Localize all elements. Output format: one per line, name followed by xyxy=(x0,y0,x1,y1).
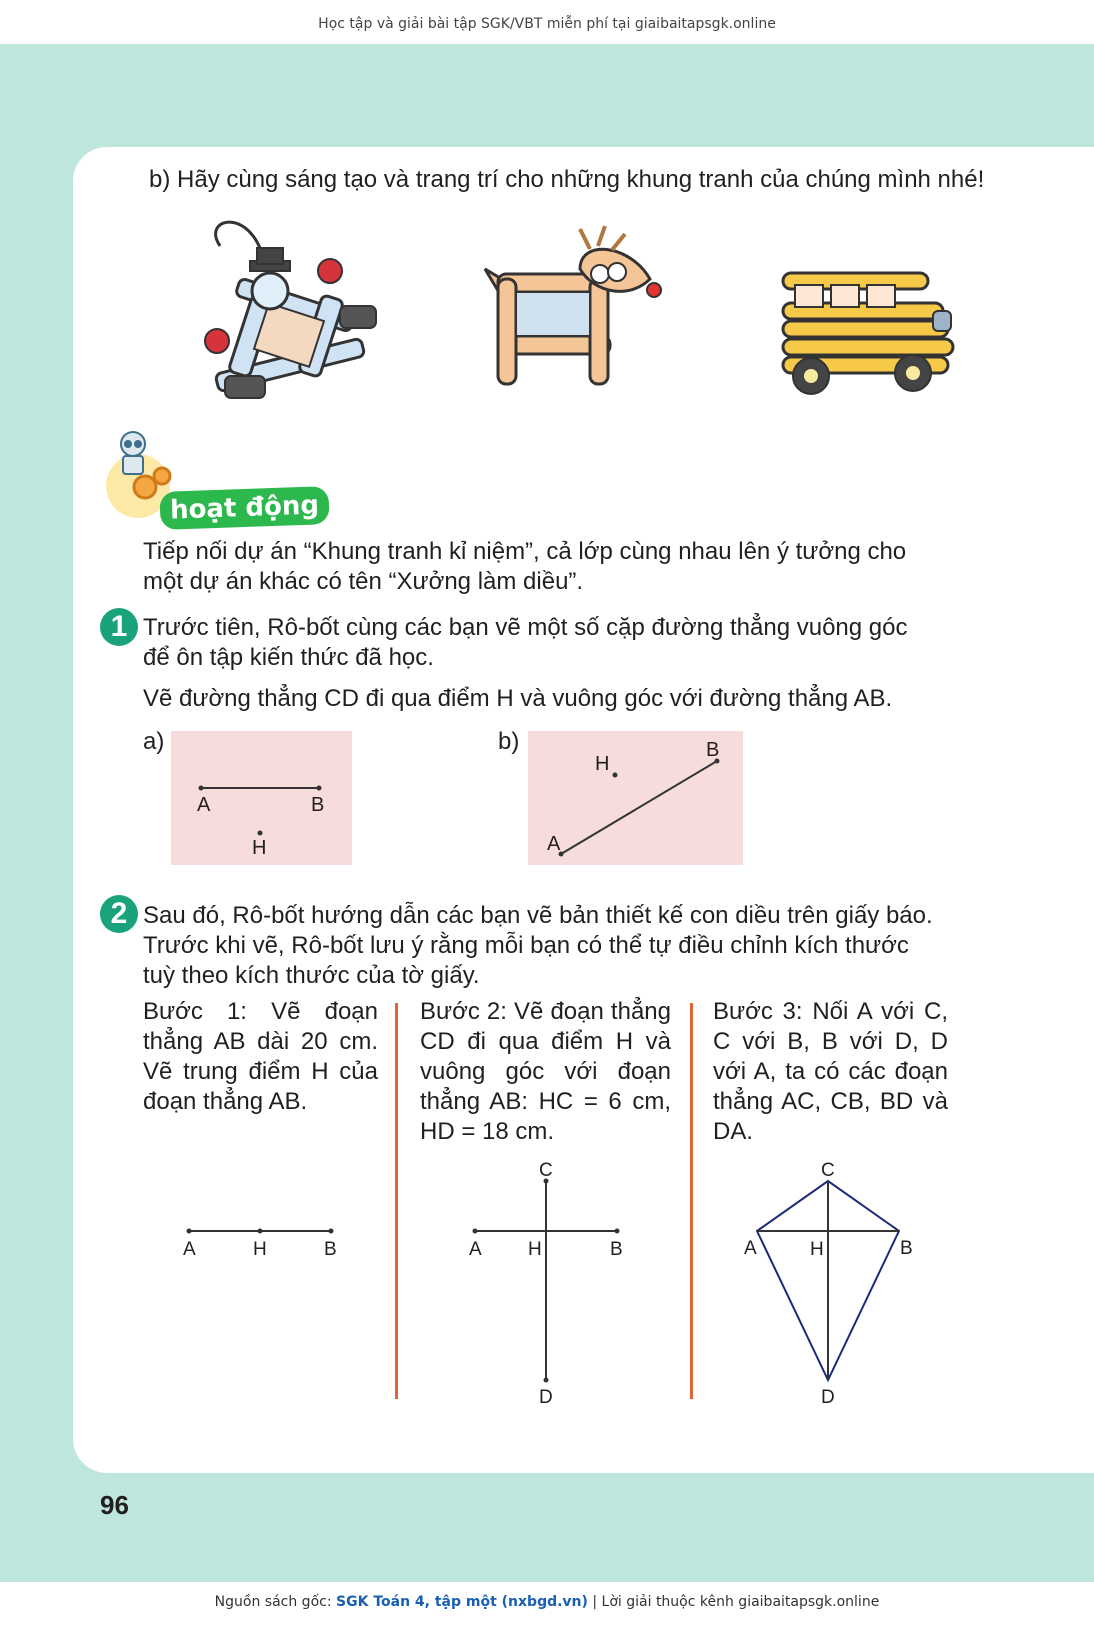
step-1-text: Bước 1: Vẽ đoạn thẳng AB dài 20 cm. Vẽ trung điểm H của đoạn thẳng AB. xyxy=(143,998,378,1115)
fig-a-point-b: B xyxy=(311,794,325,816)
step1-label-h: H xyxy=(253,1239,267,1260)
step3-label-d: D xyxy=(821,1387,835,1408)
step3-label-b: B xyxy=(900,1238,913,1259)
footer-source-link[interactable]: SGK Toán 4, tập một (nxbgd.vn) xyxy=(336,1594,588,1610)
footer-suffix: | Lời giải thuộc kênh giaibaitapsgk.online xyxy=(587,1594,880,1610)
part-a-label: a) xyxy=(143,728,165,755)
fig-b-point-h: H xyxy=(595,753,610,775)
task1-instruction: Vẽ đường thẳng CD đi qua điểm H và vuông góc với đường thẳng AB. xyxy=(143,685,893,712)
step2-label-b: B xyxy=(610,1239,623,1260)
step1-label-a: A xyxy=(183,1239,196,1260)
task2-line-3: tuỳ theo kích thước của tờ giấy. xyxy=(143,962,480,989)
step3-label-c: C xyxy=(821,1160,835,1181)
activity-line-2: một dự án khác có tên “Xưởng làm diều”. xyxy=(143,568,584,595)
activity-line-1: Tiếp nối dự án “Khung tranh kỉ niệm”, cả lớp cùng nhau lên ý tưởng cho xyxy=(143,538,907,565)
step1-label-b: B xyxy=(324,1239,337,1260)
task2-line-1: Sau đó, Rô-bốt hướng dẫn các bạn vẽ bản thiết kế con diều trên giấy báo. xyxy=(143,902,933,929)
fig-b-point-b: B xyxy=(706,739,720,761)
task2-line-2: Trước khi vẽ, Rô-bốt lưu ý rằng mỗi bạn có thể tự điều chỉnh kích thước xyxy=(143,932,909,959)
step3-label-a: A xyxy=(744,1238,757,1259)
task-number-1: 1 xyxy=(100,608,138,646)
footer-prefix: Nguồn sách gốc: xyxy=(214,1594,337,1610)
step2-label-a: A xyxy=(469,1239,482,1260)
step2-label-c: C xyxy=(539,1160,553,1181)
step2-label-d: D xyxy=(539,1387,553,1408)
site-footer xyxy=(0,1582,1094,1626)
step3-label-h: H xyxy=(810,1239,824,1260)
task-number-2: 2 xyxy=(100,895,138,933)
activity-badge: hoạt động xyxy=(159,486,329,530)
step2-label-h: H xyxy=(528,1239,542,1260)
site-header: Học tập và giải bài tập SGK/VBT miễn phí tại giaibaitapsgk.online xyxy=(0,0,1094,44)
fig-a-point-a: A xyxy=(197,794,211,816)
part-b-label: b) xyxy=(498,728,520,755)
task1-line-1: Trước tiên, Rô-bốt cùng các bạn vẽ một số cặp đường thẳng vuông góc xyxy=(143,614,908,641)
fig-a-point-h: H xyxy=(252,837,267,859)
intro-text: b) Hãy cùng sáng tạo và trang trí cho những khung tranh của chúng mình nhé! xyxy=(149,166,985,193)
page-number: 96 xyxy=(100,1490,129,1520)
step-2-text: Bước 2: Vẽ đoạn thẳng CD đi qua điểm H và vuông góc với đoạn thẳng AB: HC = 6 cm, HD = 18 cm. xyxy=(420,998,671,1145)
step-3-text: Bước 3: Nối A với C, C với B, B với D, D với A, ta có các đoạn thẳng AC, CB, BD và DA. xyxy=(713,998,948,1145)
fig-b-point-a: A xyxy=(547,833,561,855)
task1-line-2: để ôn tập kiến thức đã học. xyxy=(143,644,434,671)
